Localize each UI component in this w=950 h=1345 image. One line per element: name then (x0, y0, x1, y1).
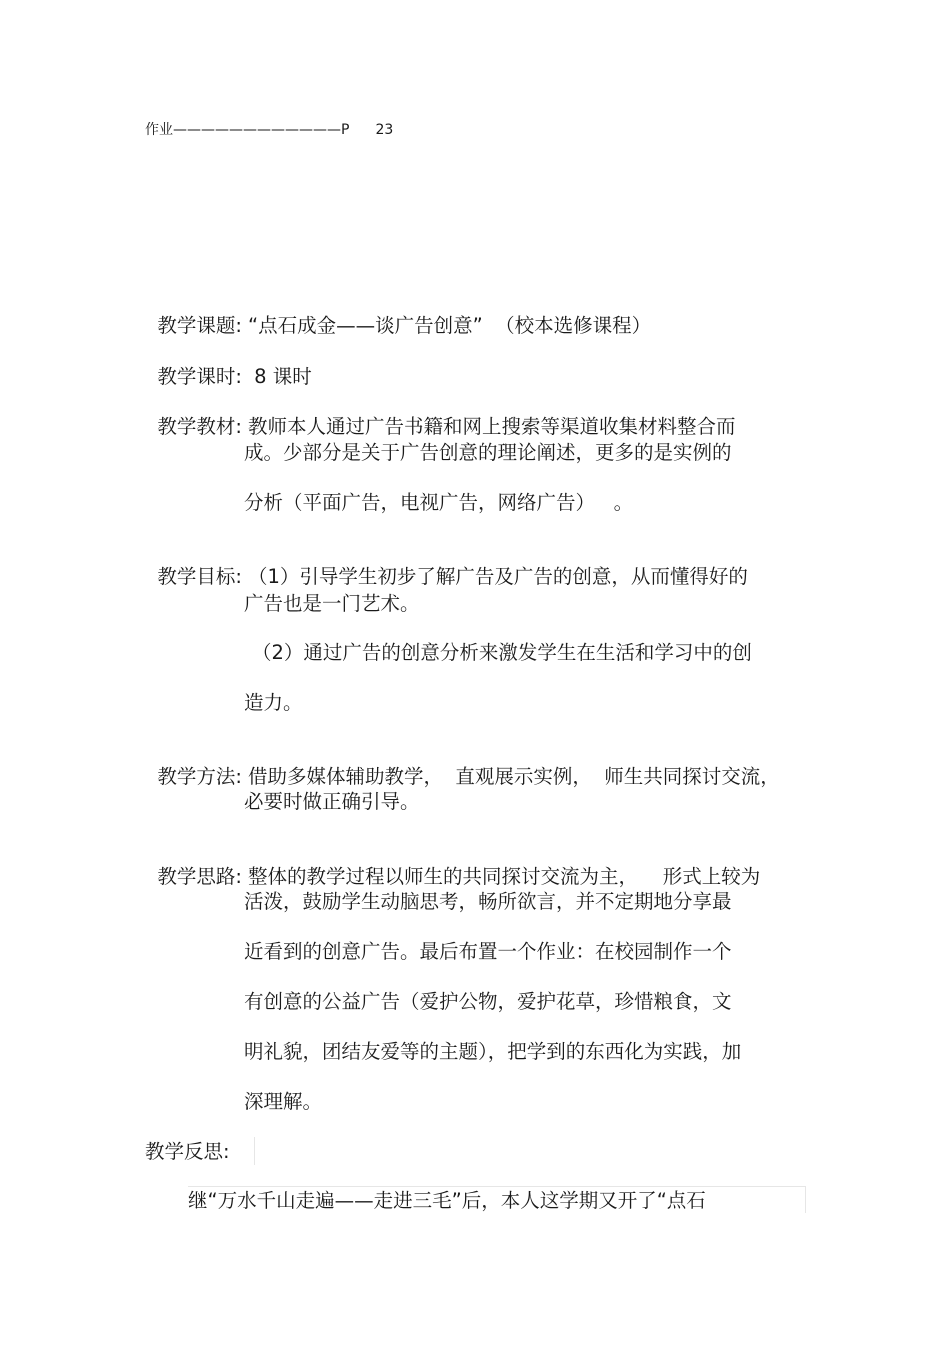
materials-row (145, 391, 736, 439)
divider (254, 1137, 255, 1165)
reflection-label: 教学反思: (145, 1140, 230, 1163)
approach-line: 深理解。 (244, 1090, 323, 1113)
goals-line: （1）引导学生初步了解广告及广告的创意，从而懂得好的 (247, 565, 748, 588)
topic-value: “点石成金——谈广告创意” （校本选修课程） (247, 314, 652, 337)
reflection-text: 继“万水千山走遍——走进三毛”后，本人这学期又开了“点石 (188, 1189, 706, 1212)
materials-line: 成。少部分是关于广告创意的理论阐述，更多的是实例的 (244, 441, 732, 464)
methods-row (145, 741, 780, 789)
goals-line: （2）通过广告的创意分析来激发学生在生活和学习中的创 (252, 641, 752, 664)
hours-label: 教学课时: (157, 365, 242, 388)
hours-value: 8 课时 (247, 365, 312, 388)
approach-line: 近看到的创意广告。最后布置一个作业：在校园制作一个 (244, 940, 732, 963)
goals-label: 教学目标: (157, 565, 242, 588)
topic-label: 教学课题: (157, 314, 242, 337)
page-number: 23 (375, 122, 394, 138)
methods-line: 借助多媒体辅助教学， 直观展示实例， 师生共同探讨交流， (247, 765, 780, 788)
approach-line: 有创意的公益广告（爱护公物，爱护花草，珍惜粮食，文 (244, 990, 732, 1013)
header-text: 作业————————————P (145, 122, 350, 138)
approach-row (145, 841, 760, 889)
materials-line: 分析（平面广告，电视广告，网络广告） 。 (244, 491, 634, 514)
topic-row (145, 290, 651, 338)
approach-line: 活泼，鼓励学生动脑思考，畅所欲言，并不定期地分享最 (244, 890, 732, 913)
page-header (145, 119, 393, 139)
goals-line: 造力。 (244, 691, 303, 714)
methods-line: 必要时做正确引导。 (244, 790, 420, 813)
goals-line: 广告也是一门艺术。 (244, 592, 420, 615)
materials-label: 教学教材: (157, 415, 242, 438)
materials-line: 教师本人通过广告书籍和网上搜索等渠道收集材料整合而 (247, 415, 736, 438)
goals-row (145, 541, 748, 589)
approach-label: 教学思路: (157, 865, 242, 888)
approach-line: 明礼貌，团结友爱等的主题），把学到的东西化为实践，加 (244, 1040, 742, 1063)
methods-label: 教学方法: (157, 765, 242, 788)
hours-row (145, 341, 312, 389)
approach-line: 整体的教学过程以师生的共同探讨交流为主， 形式上较为 (247, 865, 761, 888)
